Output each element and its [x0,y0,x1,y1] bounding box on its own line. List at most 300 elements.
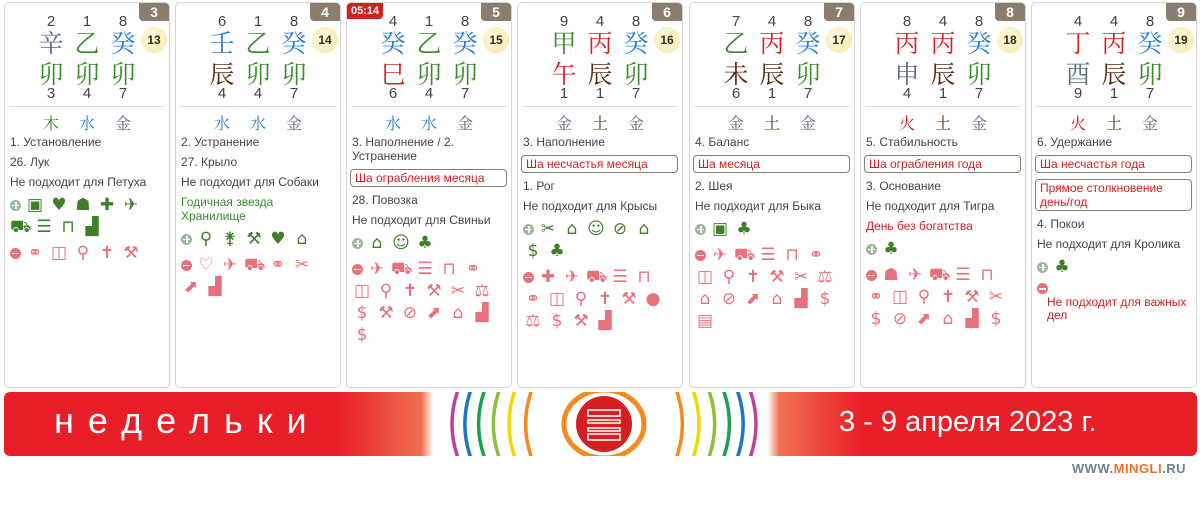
minus-icon [352,264,363,275]
earthly-branch: 辰 [1101,60,1127,89]
detail-line: 2. Устранение [181,135,260,149]
house-icon[interactable]: ⌂ [771,289,783,309]
airplane-icon[interactable]: ✈ [123,195,139,215]
moving-house-icon[interactable]: ⛟ [391,259,413,279]
shovel-icon[interactable]: ⚲ [379,281,393,301]
grave-cross-icon[interactable]: ✝ [402,281,418,301]
divider [9,106,165,107]
arrow-up-icon[interactable]: ⬈ [426,303,442,323]
moving-house-icon[interactable]: ⛟ [10,217,32,237]
detail-line: 6. Удержание [1037,135,1113,149]
star-number: 8 [118,13,128,30]
grave-cross-icon[interactable]: ✝ [597,289,613,309]
house-icon[interactable]: ⌂ [638,219,650,239]
detail-line: 1. Установление [10,135,102,149]
star-number: 7 [289,85,299,102]
elements-row [1044,111,1184,133]
palm-island-icon[interactable]: ♣ [883,239,899,259]
moon-day-circle: 16 [654,27,680,53]
element: 金 [727,114,744,133]
no-signing-icon[interactable]: ⊘ [892,309,908,329]
money-hand-icon[interactable]: $ [551,311,563,331]
door-icon[interactable]: ◫ [891,287,909,307]
earthly-branch: 卯 [281,60,307,89]
star-number: 1 [253,13,263,30]
construction-icon[interactable]: ⊓ [785,245,799,265]
door-icon[interactable]: ◫ [548,289,566,309]
element: 水 [213,114,230,133]
tools-icon[interactable]: ⚒ [621,289,637,309]
sha-warning: Ша несчастья месяца [521,155,678,173]
money-bag-icon[interactable]: $ [356,325,368,345]
plus-icon [523,224,534,235]
url-prefix: WWW. [1071,461,1114,476]
moon-day-circle: 17 [826,27,852,53]
tools-icon[interactable]: ⚒ [964,287,980,307]
rainbow-arc [709,392,715,456]
plus-icon [10,200,21,211]
day-number-badge: 3 [139,3,169,21]
star-number: 4 [253,85,263,102]
stems-row [530,29,670,59]
broken-heart-icon[interactable]: ♥ [270,229,286,249]
demolition-icon[interactable]: ⚒ [378,303,394,323]
detail-line: 2. Шея [695,179,733,193]
apple-icon[interactable]: ● [645,289,661,309]
star-number: 8 [289,13,299,30]
earthly-branch: 卯 [38,60,64,89]
minus-icon [523,272,534,283]
heart-outline-icon[interactable]: ♡ [198,255,214,275]
scales-icon[interactable]: ⚖ [817,267,833,287]
day-details [523,135,678,337]
door-icon[interactable]: ◫ [50,243,68,263]
no-signing-icon[interactable]: ⊘ [402,303,418,323]
element: 金 [970,114,987,133]
bottom-row [702,85,842,105]
detail-line: 28. Повозка [352,193,418,207]
minus-icon [10,248,21,259]
heavenly-stem: 丙 [930,29,956,58]
star-number: 7 [974,85,984,102]
plus-icon [695,224,706,235]
detail-line: 27. Крыло [181,155,238,169]
star-number: 9 [559,13,569,30]
divider [694,106,850,107]
heavenly-stem: 甲 [551,29,577,58]
worker-icon[interactable]: ☺ [392,233,410,253]
heavenly-stem: 丙 [759,29,785,58]
bottom-row [1044,85,1184,105]
scissors-icon[interactable]: ✂ [540,219,556,239]
heavenly-stem: 丙 [894,29,920,58]
door-icon[interactable]: ◫ [696,267,714,287]
sha-warning: Ша несчастья года [1035,155,1192,173]
bad-activities [866,265,1016,329]
star-number: 7 [118,85,128,102]
star-number: 1 [424,13,434,30]
url-suffix: .RU [1162,461,1186,476]
star-number: 7 [631,85,641,102]
star-number: 4 [1109,13,1119,30]
rings-icon[interactable]: ⚭ [868,287,884,307]
site-url[interactable] [1072,461,1186,476]
rainbow-arc [750,392,756,456]
tools-icon[interactable]: ⚒ [426,281,442,301]
rainbow-arc [737,392,743,456]
detail-line: 3. Наполнение [523,135,605,149]
no-signing-icon[interactable]: ⊘ [721,289,737,309]
detail-line: 4. Покои [1037,217,1085,231]
rainbow-arc [452,392,458,456]
heavenly-stem: 乙 [74,29,100,58]
detail-line: 5. Стабильность [866,135,958,149]
books-icon[interactable]: ☰ [417,259,433,279]
rings-icon[interactable]: ⚭ [525,289,541,309]
heavenly-stem: 癸 [281,29,307,58]
rainbow-arc [723,392,729,456]
star-number: 7 [731,13,741,30]
element: 金 [1141,114,1158,133]
palm-island-icon[interactable]: ♣ [1054,257,1070,277]
rainbow-seal-logo [434,392,774,456]
star-number: 4 [388,13,398,30]
earthly-branch: 申 [894,60,920,89]
good-activities [1037,257,1187,277]
stairs-icon[interactable]: ▟ [598,311,612,331]
earthly-branch: 酉 [1065,60,1091,89]
grave-cross-icon[interactable]: ✝ [940,287,956,307]
bad-activities [10,243,160,263]
star-number: 4 [902,85,912,102]
rainbow-arc [493,392,499,456]
medical-cross-icon[interactable]: ✚ [540,267,556,287]
heavenly-stem: 丁 [1065,29,1091,58]
element: 金 [114,114,131,133]
heavenly-stem: 癸 [623,29,649,58]
money-bag-icon[interactable]: $ [990,309,1002,329]
heavenly-stem: 癸 [380,29,406,58]
sha-warning: Ша ограбления месяца [350,169,507,187]
rings-icon[interactable]: ⚭ [465,259,481,279]
money-hand-icon[interactable]: $ [870,309,882,329]
detail-line: День без богатства [866,219,973,233]
star-number: 8 [902,13,912,30]
shovel-icon[interactable]: ⚲ [917,287,931,307]
moon-day-circle: 18 [997,27,1023,53]
scissors-icon[interactable]: ✂ [294,255,310,275]
stems-row [1044,29,1184,59]
stairs-icon[interactable]: ▟ [794,289,808,309]
detail-line: Не подходит для Собаки [181,175,319,189]
tools-icon[interactable]: ⚒ [769,267,785,287]
stems-row [702,29,842,59]
star-number: 4 [1073,13,1083,30]
books-icon[interactable]: ☰ [36,217,52,237]
calendar-icon[interactable]: ▣ [711,219,729,239]
star-number: 4 [595,13,605,30]
house-key-icon[interactable]: ⌂ [371,233,383,253]
day-number-badge: 8 [995,3,1025,21]
arrow-up-icon[interactable]: ⬈ [916,309,932,329]
star-number: 7 [803,85,813,102]
detail-line: Годичная звезда Хранилище [181,195,274,223]
door-icon[interactable]: ◫ [353,281,371,301]
day-number-badge: 5 [481,3,511,21]
money-hand-icon[interactable]: $ [356,303,368,323]
earthly-branch: 卯 [416,60,442,89]
heart-icon[interactable]: ♥ [51,195,67,215]
stems-row [359,29,499,59]
earthly-branch: 卯 [966,60,992,89]
rainbow-arc [465,392,471,456]
star-number: 1 [559,85,569,102]
medical-cross-icon[interactable]: ✚ [99,195,115,215]
minus-icon [1037,283,1048,294]
moon-day-circle: 19 [1168,27,1194,53]
no-signing-icon[interactable]: ⊘ [612,219,628,239]
moon-day-circle: 13 [141,27,167,53]
house-key-icon[interactable]: ⌂ [699,289,711,309]
construction-icon[interactable]: ⊓ [637,267,651,287]
day-details [866,135,1021,335]
day-details [181,135,336,303]
house-icon[interactable]: ⌂ [942,309,954,329]
bottom-row [188,85,328,105]
books-icon[interactable]: ☰ [955,265,971,285]
day-card[interactable] [4,2,170,388]
star-number: 6 [731,85,741,102]
earthly-branch: 巳 [380,60,406,89]
shovel-icon[interactable]: ⚲ [574,289,588,309]
sha-warning: Ша ограбления года [864,155,1021,173]
earthly-branch: 未 [723,60,749,89]
moving-house-icon[interactable]: ⛟ [929,265,951,285]
moon-day-circle: 14 [312,27,338,53]
books-icon[interactable]: ☰ [760,245,776,265]
star-number: 2 [46,13,56,30]
day-details [352,135,507,351]
detail-line: 3. Наполнение / 2. Устранение [352,135,454,163]
rings-icon[interactable]: ⚭ [270,255,286,275]
star-number: 8 [631,13,641,30]
detail-line: 4. Баланс [695,135,750,149]
arrow-up-icon[interactable]: ⬈ [745,289,761,309]
star-number: 1 [595,85,605,102]
day-card[interactable] [1031,2,1197,388]
construction-icon[interactable]: ⊓ [61,217,75,237]
grave-cross-icon[interactable]: ✝ [745,267,761,287]
earthly-branch: 辰 [930,60,956,89]
stairs-icon[interactable]: ▟ [85,217,99,237]
earthly-branch: 卯 [110,60,136,89]
element: 土 [763,114,780,133]
day-card[interactable] [689,2,855,388]
element: 水 [384,114,401,133]
heavenly-stem: 壬 [209,29,235,58]
element: 金 [799,114,816,133]
document-icon[interactable]: ▤ [696,311,714,331]
heavenly-stem: 癸 [966,29,992,58]
heavenly-stem: 乙 [245,29,271,58]
day-card[interactable] [346,2,512,388]
calendar-icon[interactable]: ▣ [26,195,44,215]
heavenly-stem: 癸 [1137,29,1163,58]
heavenly-stem: 辛 [38,29,64,58]
heavenly-stem: 乙 [723,29,749,58]
airplane-icon[interactable]: ✈ [564,267,580,287]
element: 土 [934,114,951,133]
elements-row [530,111,670,133]
good-activities [523,219,673,261]
people-icon[interactable]: ☗ [883,265,899,285]
star-number: 1 [1109,85,1119,102]
earthly-branch: 辰 [587,60,613,89]
star-number: 4 [424,85,434,102]
rings-icon[interactable]: ⚭ [808,245,824,265]
airplane-icon[interactable]: ✈ [907,265,923,285]
airplane-icon[interactable]: ✈ [369,259,385,279]
worker-icon[interactable]: ☺ [587,219,605,239]
money-bag-icon[interactable]: $ [819,289,831,309]
elements-row [188,111,328,133]
detail-line: Не подходит для Кролика [1037,237,1181,251]
stairs-icon[interactable]: ▟ [208,277,222,297]
demolition-icon[interactable]: ⚒ [573,311,589,331]
star-number: 4 [767,13,777,30]
day-card[interactable] [175,2,341,388]
star-number: 9 [1073,85,1083,102]
star-number: 1 [938,85,948,102]
palm-island-icon[interactable]: ♣ [417,233,433,253]
house-icon[interactable]: ⌂ [296,229,308,249]
stems-row [188,29,328,59]
bottom-row [530,85,670,105]
element: 水 [420,114,437,133]
shovel-icon[interactable]: ⚲ [76,243,90,263]
element: 金 [285,114,302,133]
shovel-icon[interactable]: ⚲ [722,267,736,287]
banner-date-range: 3 - 9 апреля 2023 г. [839,406,1097,438]
scales-icon[interactable]: ⚖ [525,311,541,331]
elements-row [17,111,157,133]
construction-icon[interactable]: ⊓ [980,265,994,285]
divider [180,106,336,107]
day-details [1037,135,1192,328]
scissors-icon[interactable]: ✂ [988,287,1004,307]
detail-line: 3. Основание [866,179,941,193]
element: 火 [1069,114,1086,133]
earthly-branch: 辰 [209,60,235,89]
elements-row [359,111,499,133]
bottom-row [873,85,1013,105]
earthly-branch: 卯 [795,60,821,89]
plus-icon [1037,262,1048,273]
divider [865,106,1021,107]
elements-row [702,111,842,133]
scissors-icon[interactable]: ✂ [793,267,809,287]
construction-icon[interactable]: ⊓ [442,259,456,279]
sha-warning: Прямое столкновение день/год [1035,179,1192,211]
stairs-icon[interactable]: ▟ [475,303,489,323]
star-number: 4 [217,85,227,102]
heavenly-stem: 癸 [110,29,136,58]
minus-icon [695,250,706,261]
star-number: 3 [46,85,56,102]
airplane-icon[interactable]: ✈ [712,245,728,265]
scissors-icon[interactable]: ✂ [450,281,466,301]
element: 水 [78,114,95,133]
earthly-branch: 卯 [1137,60,1163,89]
star-number: 8 [803,13,813,30]
star-number: 6 [217,13,227,30]
good-activities [695,219,845,239]
shovel-icon[interactable]: ⚲ [199,229,213,249]
earthly-branch: 卯 [74,60,100,89]
airplane-icon[interactable]: ✈ [222,255,238,275]
star-number: 8 [460,13,470,30]
broom-icon[interactable]: ⚵ [223,229,237,249]
stems-row [873,29,1013,59]
earthly-branch: 辰 [759,60,785,89]
tools-icon[interactable]: ⚒ [246,229,262,249]
bad-activities [523,267,673,331]
heavenly-stem: 丙 [1101,29,1127,58]
bad-activities-note: Не подходит для важных дел [1047,295,1187,322]
rainbow-arc [509,392,515,456]
arrow-up-icon[interactable]: ⬈ [183,277,199,297]
scales-icon[interactable]: ⚖ [474,281,490,301]
stairs-icon[interactable]: ▟ [965,309,979,329]
star-number: 8 [1145,13,1155,30]
detail-line: Не подходит для Тигра [866,199,995,213]
good-activities [866,239,1016,259]
moving-house-icon[interactable]: ⛟ [586,267,608,287]
bad-activities [181,255,331,297]
books-icon[interactable]: ☰ [612,267,628,287]
earthly-branch: 卯 [623,60,649,89]
day-card[interactable] [860,2,1026,388]
house-icon[interactable]: ⌂ [452,303,464,323]
palm-island-icon[interactable]: ♣ [549,241,565,261]
divider [522,106,678,107]
day-card[interactable] [517,2,683,388]
detail-line: Не подходит для Петуха [10,175,147,189]
detail-line: Не подходит для Крысы [523,199,658,213]
moving-house-icon[interactable]: ⛟ [244,255,266,275]
rings-icon[interactable]: ⚭ [27,243,43,263]
people-icon[interactable]: ☗ [75,195,91,215]
good-activities [181,229,331,249]
demolition-icon[interactable]: ⚒ [123,243,139,263]
moving-house-icon[interactable]: ⛟ [734,245,756,265]
bottom-row [359,85,499,105]
element: 金 [627,114,644,133]
plus-icon [352,238,363,249]
banner-title: недельки [54,400,321,441]
house-key-icon[interactable]: ⌂ [566,219,578,239]
grave-cross-icon[interactable]: ✝ [99,243,115,263]
plus-icon [181,234,192,245]
palm-island-icon[interactable]: ♣ [736,219,752,239]
day-number-badge: 9 [1166,3,1196,21]
star-number: 6 [388,85,398,102]
divider [1036,106,1192,107]
divider [351,106,507,107]
money-bag-icon[interactable]: $ [527,241,539,261]
earthly-branch: 卯 [245,60,271,89]
element: 金 [555,114,572,133]
